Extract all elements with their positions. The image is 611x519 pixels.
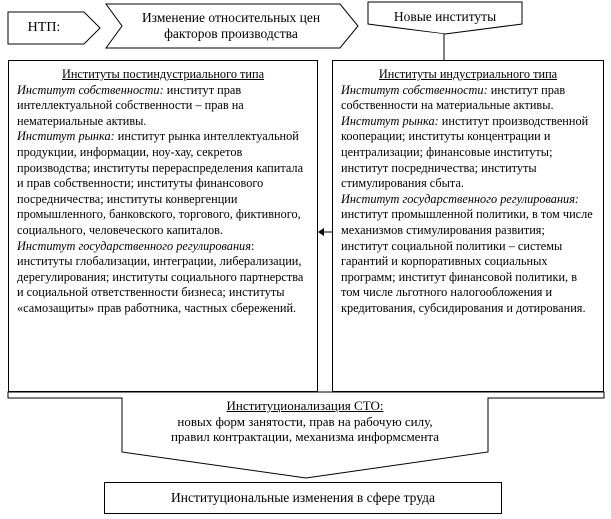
item-heading: Институт государственного регулирования (17, 238, 251, 253)
sto-institutionalization (122, 394, 488, 452)
postindustrial-panel (8, 60, 318, 392)
new-institutes-box (368, 2, 522, 32)
item-heading: Институт собственности: (341, 82, 488, 97)
sto-line2: новых форм занятости, прав на рабочую силу, (177, 413, 433, 429)
postindustrial-item-regulation (17, 239, 309, 317)
left-arrowhead (318, 228, 324, 236)
sto-title: Институционализация СТО: (226, 398, 384, 413)
price-change-line2: факторов производства (164, 26, 298, 41)
item-heading: Институт рынка: (341, 113, 439, 128)
item-text: институт производственной кооперации; институты концентрации и централизации; финансовые институты; институт посредничества; институты стимулирования сбыта. (341, 113, 589, 191)
ntp-text: НТП: (27, 20, 61, 35)
industrial-panel (332, 60, 604, 392)
item-heading: Институт государственного регулирования: (341, 191, 580, 206)
item-heading: Институт собственности: (17, 82, 164, 97)
postindustrial-title: Институты постиндустриального типа (61, 67, 265, 81)
postindustrial-item-property (17, 83, 309, 130)
price-change-box (106, 4, 356, 48)
postindustrial-item-market (17, 129, 309, 238)
price-change-line1: Изменение относительных цен (141, 10, 321, 25)
item-text: институт прав собственности на материальные активы. (341, 82, 566, 113)
sto-line3: правил контрактации, механизма информсмента (170, 429, 440, 444)
item-text: институт промышленной политики, в том числе механизмов стимулирования развития; институт социальной политики – системы гарантий и корпоративных социальных программ; институт финансовой политики, в том числе льготного налогообложения и кредитования, субсидирования и дотирования. (341, 207, 593, 315)
labor-changes-box (104, 482, 502, 514)
item-text: институт рынка интеллектуальной продукции, информации, ноу-хау, секретов производства; институты перераспределения капитала и прав собственности; институты финансового посредничества; институты конвергенции промышленного, банковского, торгового, фиктивного, социального, человеческого капиталов. (17, 129, 304, 237)
new-institutes-text: Новые институты (393, 9, 497, 24)
industrial-item-regulation (341, 192, 595, 317)
industrial-title: Институты индустриального типа (378, 67, 558, 81)
item-text: институт прав интеллектуальной собственности – прав на нематериальные активы. (17, 82, 244, 128)
labor-changes-text: Институциональные изменения в сфере труда (171, 490, 435, 505)
item-text: : институты глобализации, интеграции, либерализации, дерегулирования; институты социального партнерства и социальной ответственности бизнеса; институты «самозащиты» прав работника, частных сбережений. (17, 238, 304, 315)
industrial-item-property (341, 83, 595, 114)
item-heading: Институт рынка: (17, 129, 115, 144)
ntp-label (8, 12, 92, 44)
industrial-item-market (341, 114, 595, 192)
